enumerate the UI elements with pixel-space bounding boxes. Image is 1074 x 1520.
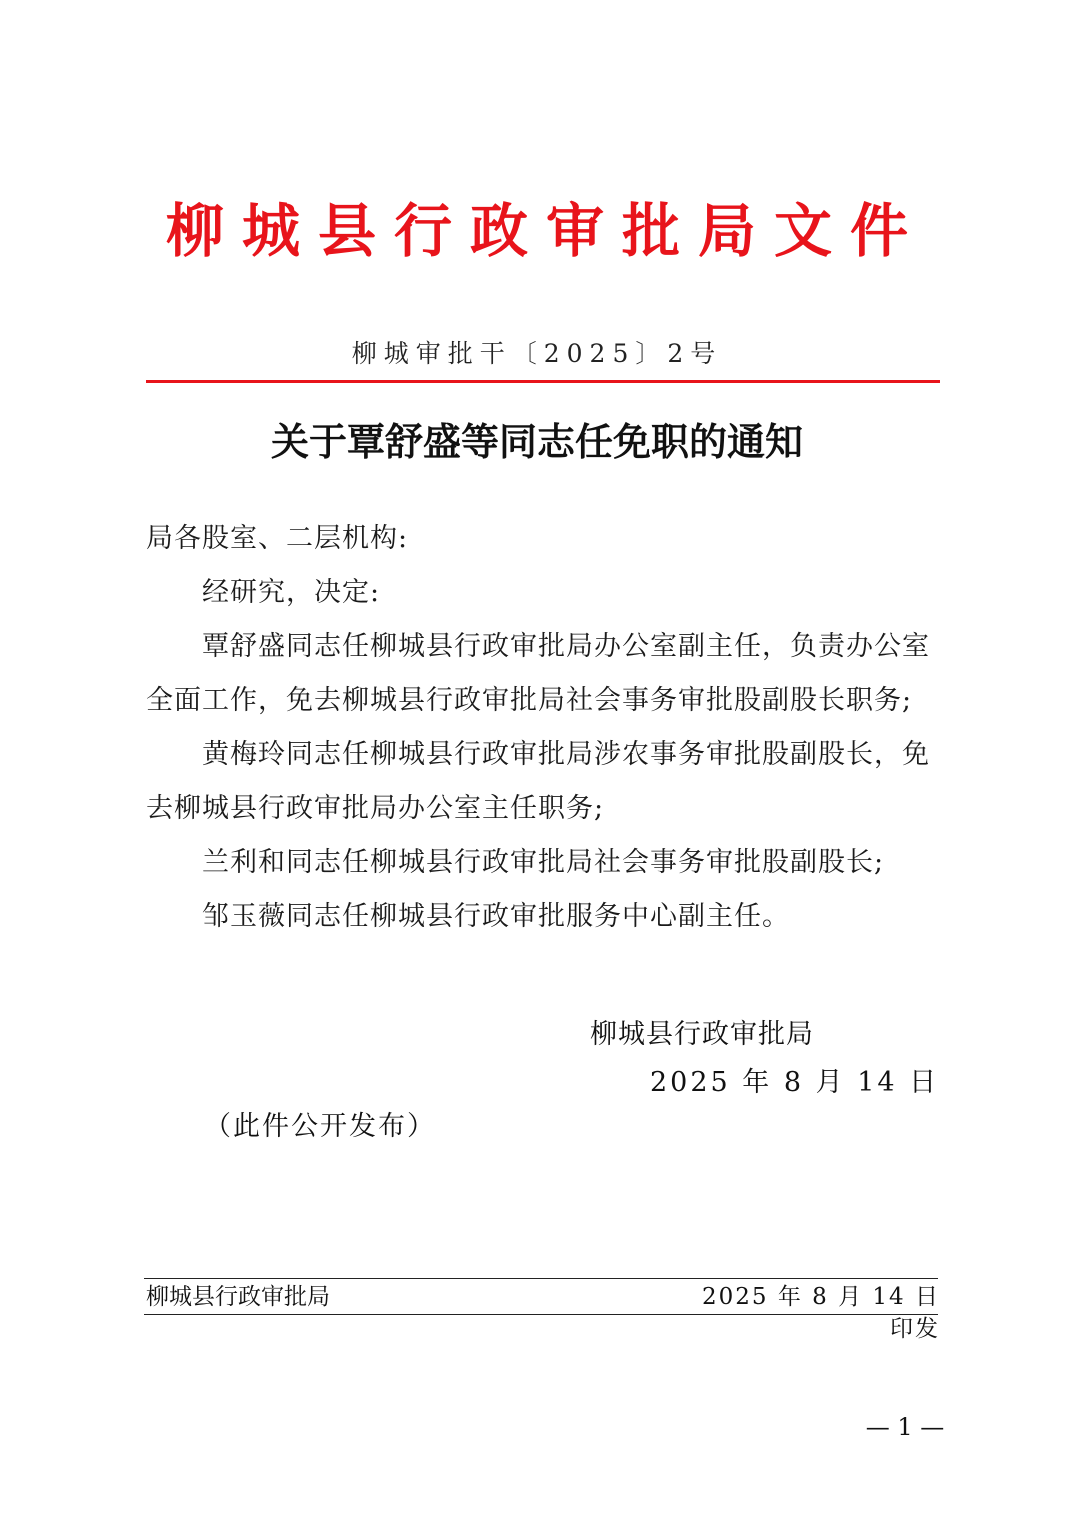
recipients-line: 局各股室、二层机构:: [146, 523, 409, 554]
appointment-3-line-1: 兰利和同志任柳城县行政审批局社会事务审批股副股长;: [202, 847, 885, 878]
appointment-4-line-1: 邹玉薇同志任柳城县行政审批服务中心副主任。: [202, 901, 790, 932]
notice-body: [146, 512, 946, 944]
document-number: 柳城审批干〔2025〕2号: [351, 339, 723, 368]
footer-issuer: 柳城县行政审批局: [146, 1284, 330, 1310]
appointment-1-line-1: 覃舒盛同志任柳城县行政审批局办公室副主任，负责办公室: [202, 631, 930, 662]
red-separator-line: [146, 380, 940, 383]
appointment-2-line-2: 去柳城县行政审批局办公室主任职务;: [146, 793, 605, 824]
page-number: — 1 —: [865, 1413, 945, 1441]
appointment-2-line-1: 黄梅玲同志任柳城县行政审批局涉农事务审批股副股长，免: [202, 739, 930, 770]
notice-title: 关于覃舒盛等同志任免职的通知: [270, 419, 803, 464]
signature-organization: 柳城县行政审批局: [590, 1019, 814, 1050]
footer-bottom-rule: [144, 1314, 938, 1315]
footer-print-date: 2025 年 8 月 14 日印发: [702, 1284, 940, 1342]
document-header-title: 柳城县行政审批局文件: [165, 197, 926, 265]
footer-top-rule: [144, 1278, 938, 1279]
signature-date: 2025 年 8 月 14 日: [650, 1067, 940, 1098]
public-release-note: （此件公开发布）: [204, 1111, 436, 1142]
appointment-1-line-2: 全面工作，免去柳城县行政审批局社会事务审批股副股长职务;: [146, 685, 913, 716]
decision-intro: 经研究，决定:: [202, 577, 381, 608]
